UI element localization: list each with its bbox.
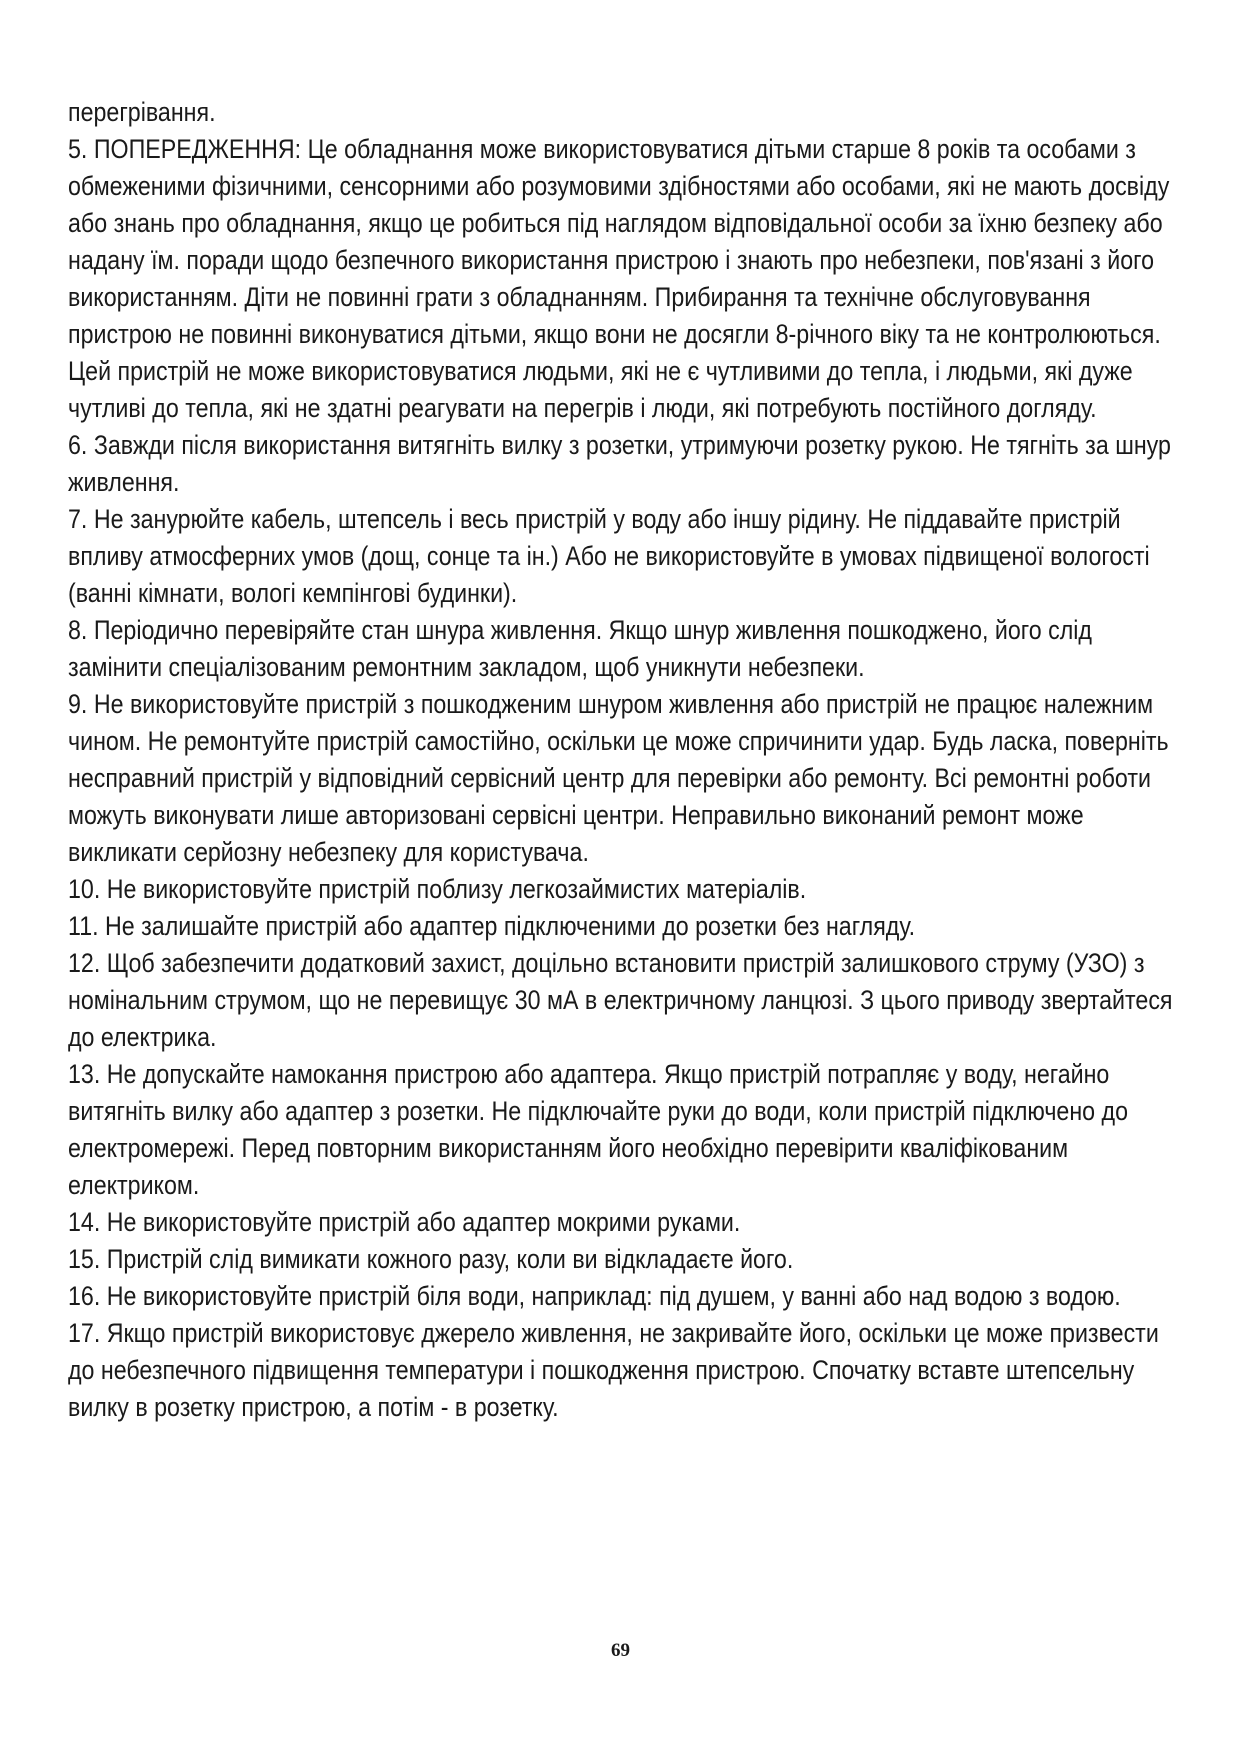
instruction-item-17: 17. Якщо пристрій використовує джерело живлення, не закривайте його, оскільки це може призвести до небезпечного підвищення температури і пошкодження пристрою. Спочатку вставте штепсельну вилку в розетку пристрою, а потім - в розетку. (68, 1318, 1159, 1422)
instruction-item-13: 13. Не допускайте намокання пристрою або адаптера. Якщо пристрій потрапляє у воду, негайно витягніть вилку або адаптер з розетки. Не підключайте руки до води, коли пристрій підключено до електромережі. Перед повторним використанням його необхідно перевірити кваліфікованим електриком. (68, 1059, 1129, 1200)
instruction-item-7: 7. Не занурюйте кабель, штепсель і весь пристрій у воду або іншу рідину. Не піддавайте пристрій впливу атмосферних умов (дощ, сонце та ін.) Або не використовуйте в умовах підвищеної вологості (ванні кімнати, вологі кемпінгові будинки). (68, 504, 1150, 608)
instruction-item-14: 14. Не використовуйте пристрій або адаптер мокрими руками. (68, 1207, 741, 1237)
manual-page (68, 94, 1188, 1426)
instruction-item-5: 5. ПОПЕРЕДЖЕННЯ: Це обладнання може використовуватися дітьми старше 8 років та особами з обмеженими фізичними, сенсорними або розумовими здібностями або особами, які не мають досвіду або знань про обладнання, якщо це робиться під наглядом відповідальної особи за їхню безпеку або надану їм. поради щодо безпечного використання пристрою і знають про небезпеки, пов'язані з його використанням. Діти не повинні грати з обладнанням. Прибирання та технічне обслуговування пристрою не повинні виконуватися дітьми, якщо вони не досягли 8-річного віку та не контролюються. Цей пристрій не може використовуватися людьми, які не є чутливими до тепла, і людьми, які дуже чутливі до тепла, які не здатні реагувати на перегрів і люди, які потребують постійного догляду. (68, 134, 1170, 423)
instruction-item-11: 11. Не залишайте пристрій або адаптер підключеними до розетки без нагляду. (68, 911, 916, 941)
instruction-item-8: 8. Періодично перевіряйте стан шнура живлення. Якщо шнур живлення пошкоджено, його слід замінити спеціалізованим ремонтним закладом, щоб уникнути небезпеки. (68, 615, 1092, 682)
instruction-item-16: 16. Не використовуйте пристрій біля води, наприклад: під душем, у ванні або над водою з водою. (68, 1281, 1121, 1311)
instruction-item-9: 9. Не використовуйте пристрій з пошкодженим шнуром живлення або пристрій не працює належним чином. Не ремонтуйте пристрій самостійно, оскільки це може спричинити удар. Будь ласка, поверніть несправний пристрій у відповідний сервісний центр для перевірки або ремонту. Всі ремонтні роботи можуть виконувати лише авторизовані сервісні центри. Неправильно виконаний ремонт може викликати серйозну небезпеку для користувача. (68, 689, 1169, 867)
page-number: 69 (611, 1640, 630, 1661)
instruction-item-15: 15. Пристрій слід вимикати кожного разу, коли ви відкладаєте його. (68, 1244, 794, 1274)
safety-instructions (68, 94, 1188, 1426)
lead-line: перегрівання. (68, 97, 216, 127)
instruction-item-6: 6. Завжди після використання витягніть вилку з розетки, утримуючи розетку рукою. Не тягніть за шнур живлення. (68, 430, 1171, 497)
instruction-item-12: 12. Щоб забезпечити додатковий захист, доцільно встановити пристрій залишкового струму (УЗО) з номінальним струмом, що не перевищує 30 мА в електричному ланцюзі. З цього приводу звертайтеся до електрика. (68, 948, 1173, 1052)
instruction-item-10: 10. Не використовуйте пристрій поблизу легкозаймистих матеріалів. (68, 874, 807, 904)
